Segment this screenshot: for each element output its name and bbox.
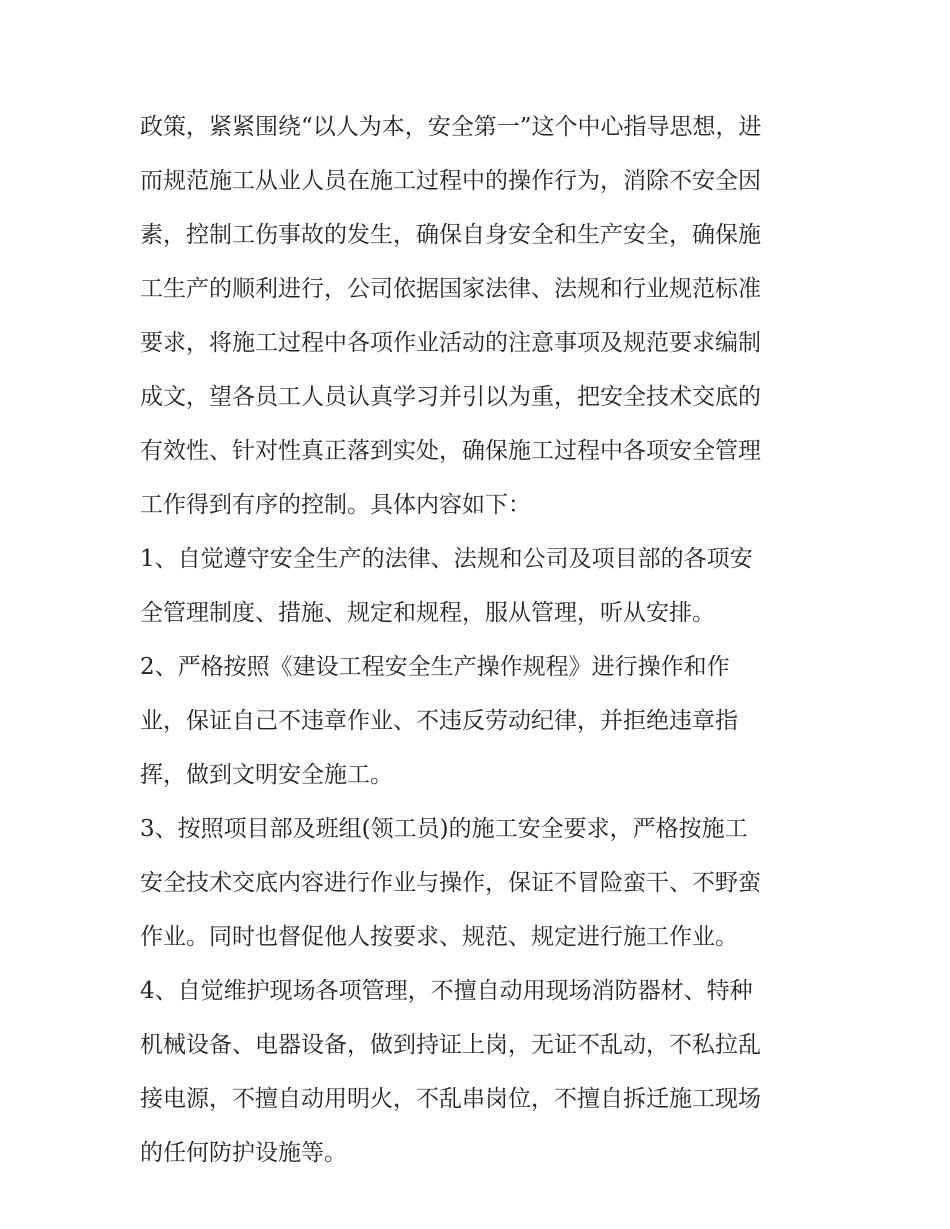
list-item-3-line: 作业。同时也督促他人按要求、规范、规定进行施工作业。 <box>140 924 738 950</box>
list-item-4-line: 的任何防护设施等。 <box>140 1140 347 1166</box>
document-body <box>140 100 820 1180</box>
list-item-4-line: 机械设备、电器设备，做到持证上岗，无证不乱动，不私拉乱 <box>140 1032 761 1058</box>
list-item-2-line: 挥，做到文明安全施工。 <box>140 762 393 788</box>
text-line: 工作得到有序的控制。具体内容如下： <box>140 492 531 518</box>
text-line: 素，控制工伤事故的发生，确保自身安全和生产安全，确保施 <box>140 222 761 248</box>
text-line: 有效性、针对性真正落到实处，确保施工过程中各项安全管理 <box>140 438 761 464</box>
list-item-4-line: 4、自觉维护现场各项管理，不擅自动用现场消防器材、特种 <box>140 978 753 1004</box>
text-line: 工生产的顺利进行，公司依据国家法律、法规和行业规范标准 <box>140 276 761 302</box>
text-line: 成文，望各员工人员认真学习并引以为重，把安全技术交底的 <box>140 384 761 410</box>
list-item-4-line: 接电源，不擅自动用明火，不乱串岗位，不擅自拆迁施工现场 <box>140 1086 761 1112</box>
list-item-2-line: 2、严格按照《建设工程安全生产操作规程》进行操作和作 <box>140 654 730 680</box>
text-line: 而规范施工从业人员在施工过程中的操作行为，消除不安全因 <box>140 168 761 194</box>
list-item-2-line: 业，保证自己不违章作业、不违反劳动纪律，并拒绝违章指 <box>140 708 738 734</box>
list-item-1-line: 全管理制度、措施、规定和规程，服从管理，听从安排。 <box>140 600 715 626</box>
text-line: 政策，紧紧围绕“以人为本，安全第一”这个中心指导思想，进 <box>140 114 762 140</box>
list-item-3-line: 3、按照项目部及班组(领工员)的施工安全要求，严格按施工 <box>140 816 748 842</box>
list-item-1-line: 1、自觉遵守安全生产的法律、法规和公司及项目部的各项安 <box>140 546 753 572</box>
text-line: 要求，将施工过程中各项作业活动的注意事项及规范要求编制 <box>140 330 761 356</box>
list-item-3-line: 安全技术交底内容进行作业与操作，保证不冒险蛮干、不野蛮 <box>140 870 761 896</box>
